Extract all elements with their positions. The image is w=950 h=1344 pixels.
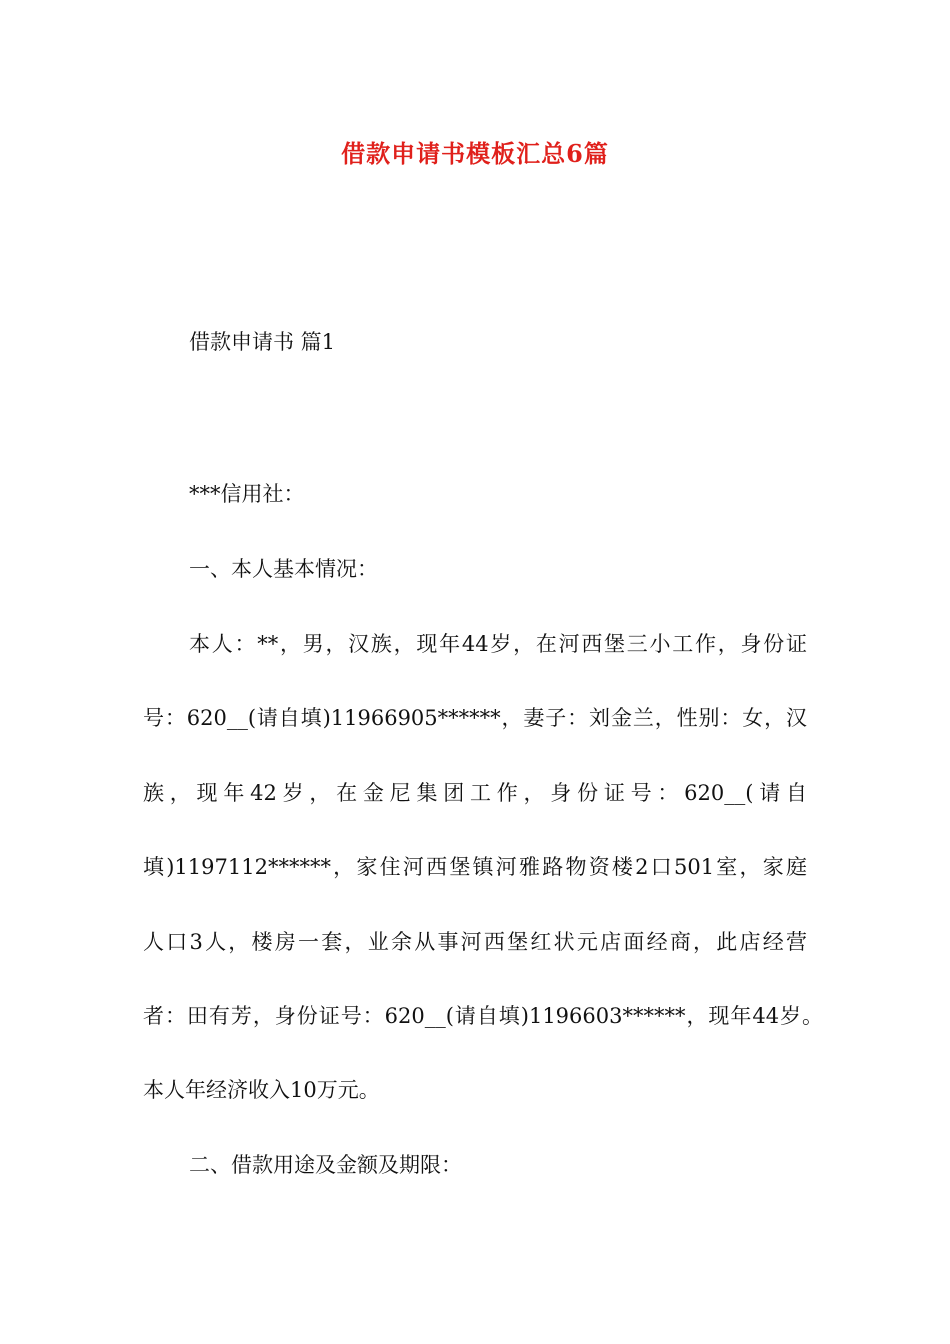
paragraph-line: 填)1197112******，家住河西堡镇河雅路物资楼2口501室，家庭 [143,855,807,879]
paragraph-line: 本人年经济收入10万元。 [143,1078,380,1102]
paragraph-line: 本人：**，男，汉族，现年44岁，在河西堡三小工作，身份证 [189,632,807,656]
addressee: ***信用社： [189,482,305,506]
document-title: 借款申请书模板汇总6篇 [341,139,609,168]
paragraph-line: 人口3人，楼房一套，业余从事河西堡红状元店面经商，此店经营 [143,930,807,954]
section-heading-1: 一、本人基本情况： [189,557,378,581]
section-heading-2: 二、借款用途及金额及期限： [189,1153,462,1177]
section-subtitle: 借款申请书 篇1 [189,330,336,354]
paragraph-line: 族，现年42岁，在金尼集团工作，身份证号：620__(请自 [143,781,807,805]
paragraph-line: 者：田有芳，身份证号：620__(请自填)1196603******，现年44岁。 [143,1004,823,1028]
paragraph-line: 号：620__(请自填)11966905******，妻子：刘金兰，性别：女，汉 [143,706,807,730]
